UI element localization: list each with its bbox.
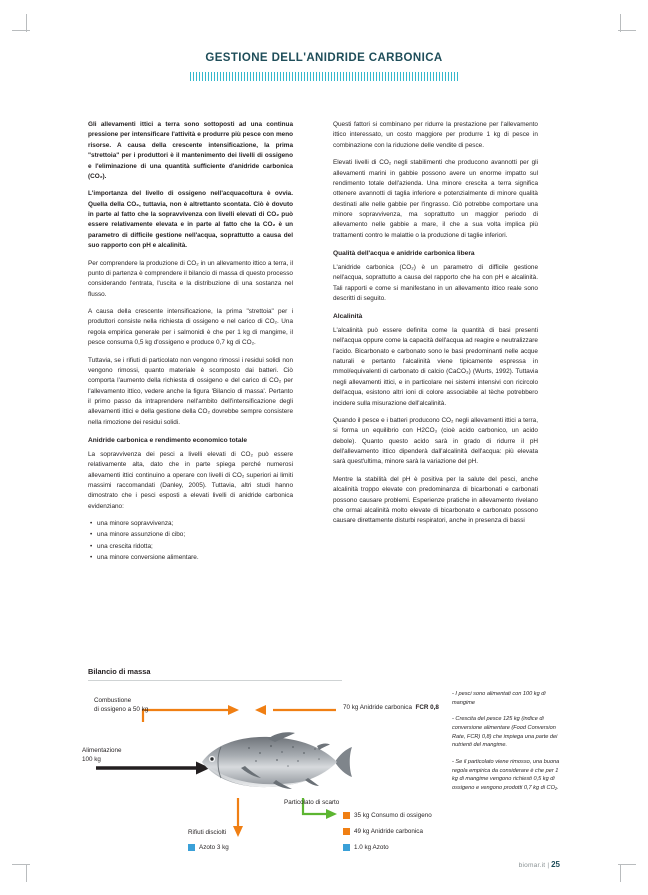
side-note: - I pesci sono alimentati con 100 kg di mangime [452, 691, 546, 706]
label-dissolved-title-text: Rifiuti disciolti [188, 829, 227, 836]
side-note: - Se il particolato viene rimosso, una buona regola empirica da considerare è che per 1 kg di mangime vengono richiesti 0,5 kg di ossigeno e vengono prodotti 0,7 kg di CO₂. [452, 758, 560, 791]
label-combustion-text: Combustione [94, 697, 132, 704]
label-dissolved-nitrogen-text: Azoto 3 kg [199, 844, 229, 851]
label-particulate-title [284, 798, 404, 807]
paragraph: L'alcalinità può essere definita come la quantità di basi presenti nell'acqua oppure come la capacità dell'acqua ad reagire e neutralizzare l'acido. Bicarbonato e carbonato sono le basi predominanti nelle acque naturali e pertanto l'alcalinità viene tipicamente espressa in mmol/equivalenti di carbonato di calcio (CaCO₃) (Wurts, 1992). Tuttavia negli allevamenti ittici, e in particolare nei sistemi intensivi con ricircolo dell'acqua, esistono altri ioni di colore associabile al tèche potrebbero incidere sulla misurazione dell'alcalinità. [333, 326, 538, 407]
paragraph: L'importanza del livello di ossigeno nell'acquacoltura è ovvia. Quella della CO₂, tuttavia, non è altrettanto scontata. Ciò è dovuto in parte al fatto che la sopravvivenza con livelli elevati di CO₂ può essere relativamente elevata e in parte al fatto che la CO₂ è un parametro di difficile gestione nell'acqua, soprattutto a causa del suo rapporto con pH e alcalinità. [88, 190, 293, 250]
paragraph: Questi fattori si combinano per ridurre la prestazione per l'allevamento ittico interessato, un costo maggiore per produrre 1 kg di pesce in combinazione con la riduzione delle vendite di pesce. [333, 121, 538, 149]
paragraph: L'anidride carbonica (CO₂) è un parametro di difficile gestione nell'acqua, soprattutto a causa del rapporto che ha con pH e alcalinità. Tali rapporti e come si manifestano in un allevamento ittico reale sono descritti di seguito. [333, 263, 538, 302]
figure-title: Bilancio di massa [88, 667, 151, 676]
page-number: 25 [551, 860, 560, 869]
label-co2-output-text: 70 kg Anidride carbonica [343, 704, 412, 711]
label-particulate-o2 [354, 811, 504, 820]
page-footer [519, 860, 560, 869]
label-particulate-o2-text: 35 kg Consumo di ossigeno [354, 812, 432, 819]
crop-mark-top-right-h [618, 30, 636, 31]
paragraph: A causa della crescente intensificazione, la prima "strettoia" per i produttori consiste nella richiesta di ossigeno e nel carico di CO₂. Una regola empirica generale per i salmonidi è che per 1 kg di mangime, il pesce consuma 0,5 kg d'ossigeno e produce 0,7 kg di CO₂. [88, 308, 293, 347]
label-combustion [94, 696, 190, 714]
section-heading: Alcalinità [333, 313, 363, 321]
bullet-list [88, 519, 293, 564]
list-item: • una crescita ridotta; [97, 542, 293, 552]
crop-mark-bottom-right [620, 864, 621, 882]
lead-paragraph: Gli allevamenti ittici a terra sono sottoposti ad una continua pressione per intensificare l'attività e produrre più pesce con meno risorse. A causa della crescente intensificazione, la prima "strettoia" per i produttori è il mantenimento dei livelli di ossigeno e l'eliminazione di una quantità sufficiente d'anidride carbonica (CO₂). [88, 121, 293, 180]
label-particulate-nitrogen-text: 1.0 kg Azoto [354, 844, 389, 851]
paragraph: Per comprendere la produzione di CO₂ in un allevamento ittico a terra, il punto di partenza è comprendere il bilancio di massa di questo processo considerando l'entrata, l'uscita e la distribuzione di una sostanza nel flusso. [88, 259, 293, 298]
fish-illustration [193, 731, 353, 793]
section-heading: Qualità dell'acqua e anidride carbonica libera [333, 250, 475, 258]
figure-divider [88, 680, 342, 681]
right-text-column [333, 120, 538, 534]
legend-swatch-blue-dissolved [188, 844, 195, 851]
page-title: GESTIONE DELL'ANIDRIDE CARBONICA [205, 52, 443, 64]
list-item: • una minore conversione alimentare. [97, 553, 293, 563]
paragraph: Mentre la stabilità del pH è positiva per la salute del pesci, anche alcalinità troppo elevate con predominanza di bicarbonati e carbonati possono causare problemi. Esperienze pratiche in allevamento rivelano che ormai alcalinità molto elevate di bicarbonato e carbonato possono causare direttamente disturbi respiratori, anche in presenza di bassi [333, 475, 538, 525]
paragraph: Quando il pesce e i batteri producono CO₂ negli allevamenti ittici a terra, si forma un equilibrio con H2CO₃ (cioè acido carbonico, un acido debole). Quanto questo acido sarà in grado di ridurre il pH dell'allevamento ittico dipenderà dall'alcalinità dell'acqua: più elevata sarà quest'ultima, minore sarà la variazione del pH. [333, 416, 538, 466]
label-dissolved-nitrogen [199, 843, 309, 852]
legend-swatch-orange-o2 [343, 812, 350, 819]
crop-mark-bottom-right-h [618, 864, 636, 865]
label-combustion-value: di ossigeno a 50 kg [94, 706, 149, 714]
label-fcr: FCR 0,8 [415, 704, 439, 711]
label-particulate-co2-text: 49 kg Anidride carbonica [354, 828, 423, 835]
section-heading: Anidride carbonica e rendimento economico totale [88, 437, 248, 445]
list-item: • una minore assunzione di cibo; [97, 530, 293, 540]
crop-mark-bottom-left-h [12, 864, 30, 865]
label-feed-value: 100 kg [82, 756, 101, 764]
label-particulate-nitrogen [354, 843, 504, 852]
legend-swatch-orange-co2 [343, 828, 350, 835]
paragraph: Tuttavia, se i rifiuti di particolato non vengono rimossi i residui solidi non vengono rimossi, quanto materiale è scomposto dai batteri. Ciò comporta l'aumento della richiesta di ossigeno e del carico di CO₂ per l'allevamento ittico, vedere anche la figura 'Bilancio di massa'. Pertanto il primo passo da intraprendere nell'ambito dell'intensificazione degli allevamenti ittici e della gestione della CO₂ dovrebbe sempre consistere nella rimozione dei residui solidi. [88, 356, 293, 426]
figure-side-notes [452, 690, 560, 801]
crop-mark-bottom-left [26, 864, 27, 882]
side-note: - Crescita del pesce 125 kg (indice di conversione alimentare (Food Conversion Rate, FCR) 0,8) che impiega una parte dei nutrienti del mangime. [452, 716, 558, 749]
label-dissolved-title [188, 828, 298, 837]
left-text-column [88, 120, 293, 571]
legend-swatch-blue-n [343, 844, 350, 851]
label-feed-text: Alimentazione [82, 747, 122, 754]
footer-brand: biomar.it | [518, 862, 550, 869]
label-particulate-co2 [354, 827, 504, 836]
paragraph: Elevati livelli di CO₂ negli stabilimenti che producono avannotti per gli allevamenti marini in gabbie possono avere un enorme impatto sul rendimento totale dell'azienda. Una minore crescita a terra significa ottenere avannotti di taglia inferiore e potenzialmente di minore qualità destinati alle nelle gabbie per l'ingrasso. Ciò potrebbe comportare una minore sopravvivenza, ma soprattutto un maggior periodo di allevamento nelle gabbie a mare, il che a sua volta implica più trattamenti contro le malattie o la produzione di taglie inferiori. [333, 159, 538, 239]
crop-mark-top-left-h [12, 30, 30, 31]
paragraph: La sopravvivenza dei pesci a livelli elevati di CO₂ può essere relativamente alta, dato che in parte spiega perché numerosi allevamenti ittici continuino a operare con livelli di CO₂ superiori ai limiti massimi raccomandati (Danley, 2005). Tuttavia, altri studi hanno dimostrato che i pesci esposti a elevati livelli di anidride carbonica evidenziano: [88, 450, 293, 510]
label-feed [82, 746, 152, 764]
title-divider-pattern [190, 72, 458, 81]
label-particulate-title-text: Particolato di scarto [284, 799, 340, 806]
list-item: • una minore sopravvivenza; [97, 519, 293, 529]
